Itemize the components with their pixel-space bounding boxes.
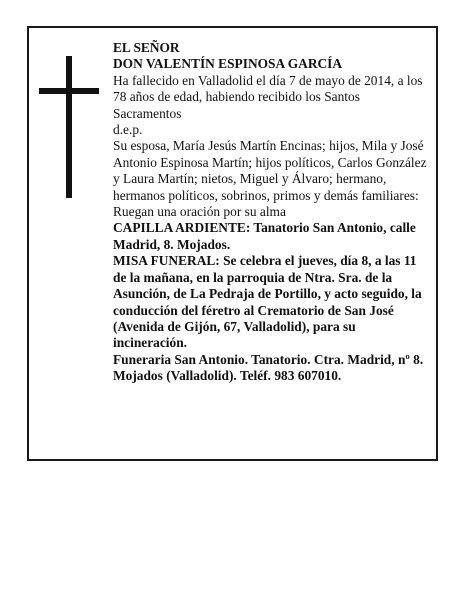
cross-horizontal-bar xyxy=(39,88,99,94)
funeral-home-info: Funeraria San Antonio. Tanatorio. Ctra. Madrid, nº 8. Mojados (Valladolid). Teléf. 983 607010. xyxy=(113,351,424,384)
funeral-mass-info: MISA FUNERAL: Se celebra el jueves, día 8, a las 11 de la mañana, en la parroquia de Ntra. Sra. de la Asunción, de La Pedraja de Portillo, y acto seguido, la conducción del féretro al Crematorio de San José (Avenida de Gijón, 67, Valladolid), para su incineración. xyxy=(113,253,422,351)
family-members: Su esposa, María Jesús Martín Encinas; hijos, Mila y José Antonio Espinosa Martín; hijos políticos, Carlos González y Laura Martín; nietos, Miguel y Álvaro; hermano, hermanos políticos, sobrinos, primos y demás familiares: xyxy=(113,138,427,203)
prayer-request: Ruegan una oración por su alma xyxy=(113,204,286,220)
notice-text xyxy=(113,40,431,385)
title-line-1: EL SEÑOR xyxy=(113,40,180,55)
death-announcement: Ha fallecido en Valladolid el día 7 de mayo de 2014, a los 78 años de edad, habiendo recibido los Santos Sacramentos xyxy=(113,72,423,121)
chapel-info: CAPILLA ARDIENTE: Tanatorio San Antonio, calle Madrid, 8. Mojados. xyxy=(113,220,416,252)
deceased-name: DON VALENTÍN ESPINOSA GARCÍA xyxy=(113,56,343,72)
dep-line: d.e.p. xyxy=(113,122,143,138)
obituary-notice xyxy=(27,26,438,461)
cross-vertical-bar xyxy=(66,56,72,198)
cross-icon xyxy=(39,56,99,198)
